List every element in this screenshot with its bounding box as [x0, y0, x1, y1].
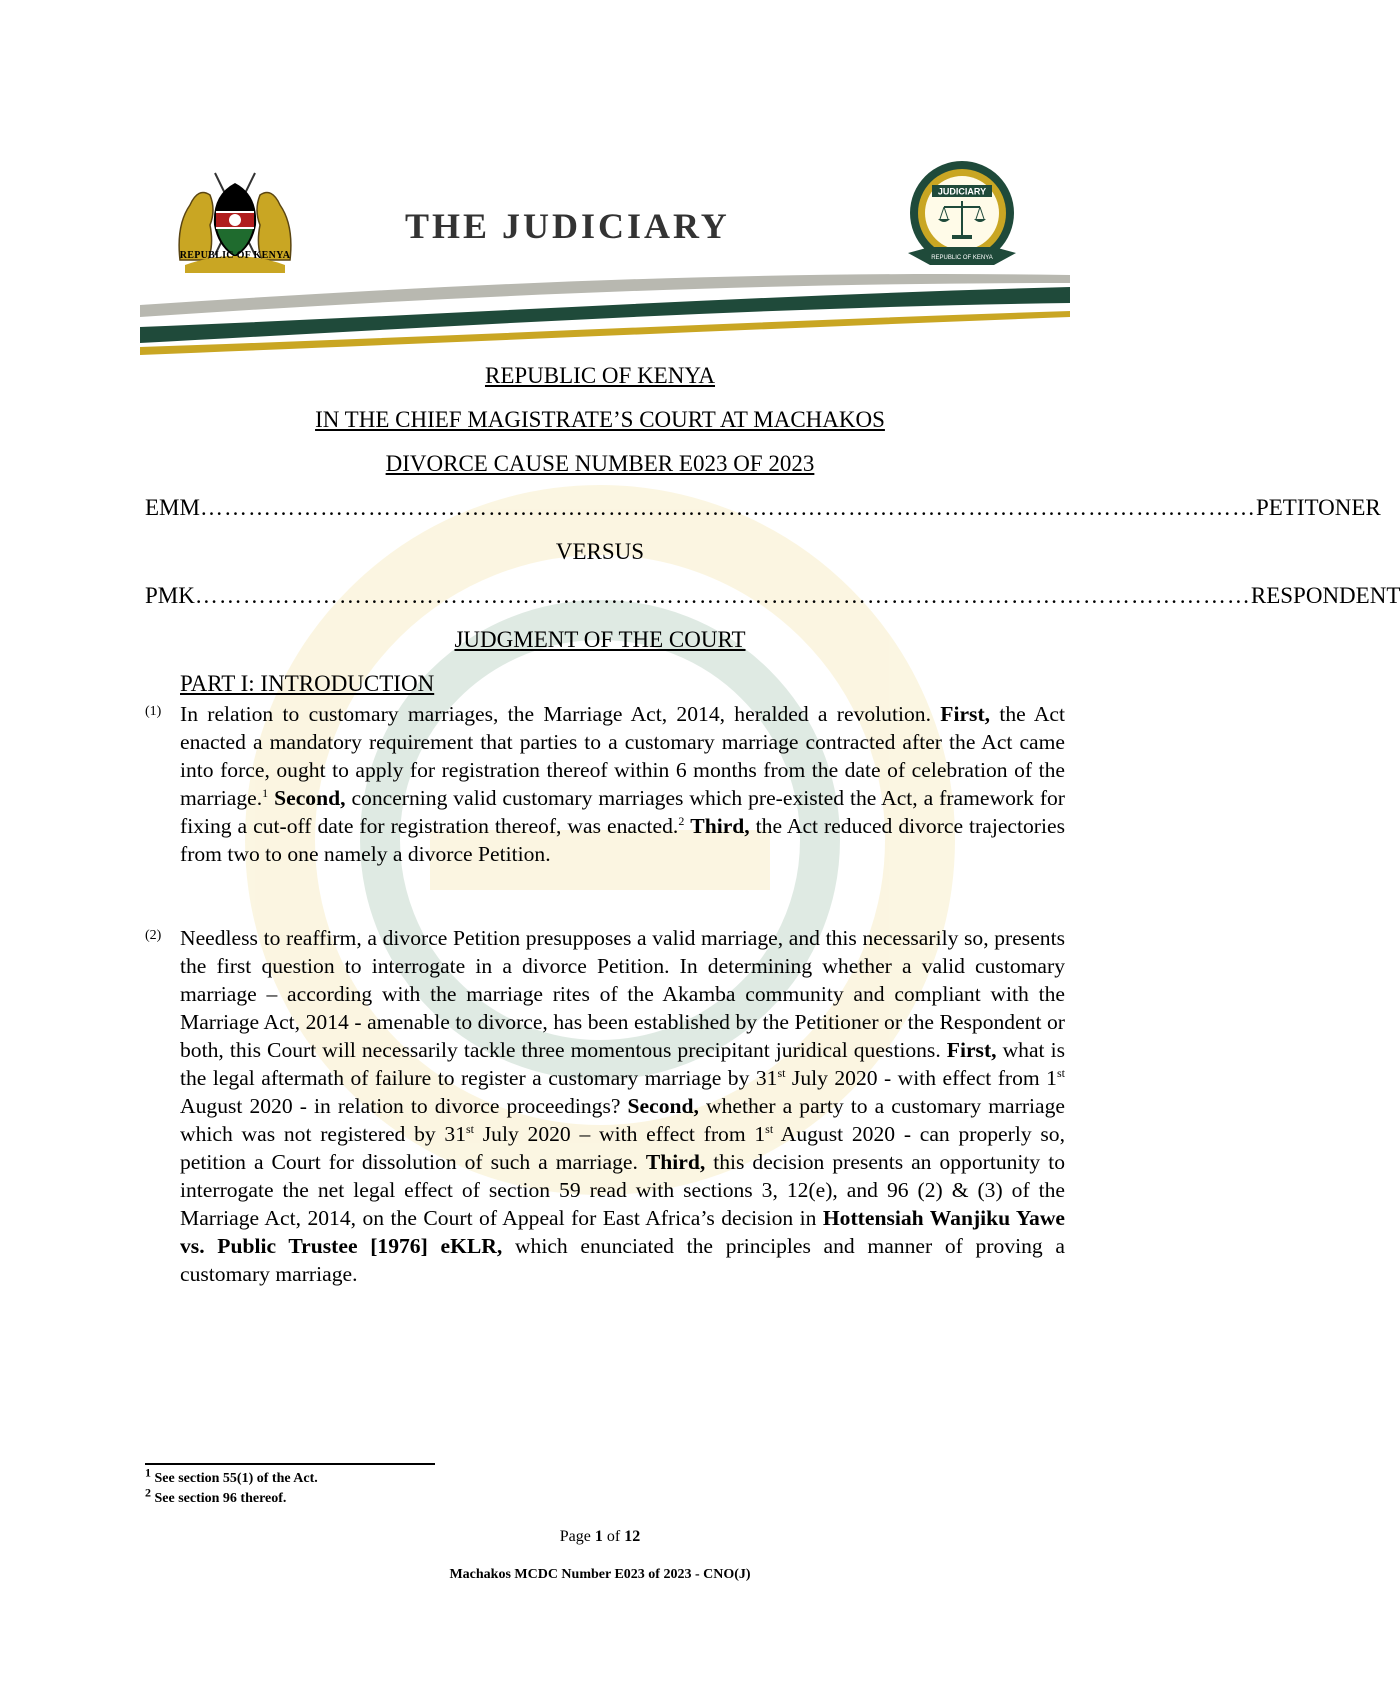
judiciary-seal-icon [900, 155, 1025, 280]
caption-republic: REPUBLIC OF KENYA [484, 363, 716, 388]
petitioner-line [145, 495, 1381, 521]
respondent-line [145, 583, 1400, 609]
footnote-1 [145, 1465, 318, 1487]
footnote-text: See section 96 thereof. [154, 1491, 287, 1506]
versus-label: VERSUS [555, 539, 645, 564]
text-run: this decision presents an opportunity to interrogate the net legal effect of section 59 read with sections 3, 12(e), and 96 (2) & (3) of the Marriage Act, 2014, on the Court of Appeal for East Africa’s decision in [180, 1150, 1065, 1230]
footnote-text: See section 55(1) of the Act. [154, 1471, 318, 1486]
paragraph-1 [145, 700, 1065, 868]
seal-caption: REPUBLIC OF KENYA [931, 255, 993, 261]
paragraph-text [180, 700, 1065, 868]
text-run: July 2020 – with effect from 1 [474, 1122, 766, 1146]
letterhead-title: THE JUDICIARY [405, 206, 730, 246]
page-total: 12 [624, 1528, 641, 1545]
page-current: 1 [594, 1528, 603, 1545]
text-run: what is the legal aftermath of failure to register a customary marriage by 31 [180, 1038, 1065, 1090]
page-of: of [606, 1528, 621, 1545]
text-run: August 2020 - in relation to divorce proceedings? [180, 1094, 628, 1118]
text-run: concerning valid customary marriages which pre-existed the Act, a framework for fixing a cut-off date for registration thereof, was enacted. [180, 786, 1065, 838]
dot-leader: …………………………………………………………………………………………………………………… [194, 583, 1251, 608]
respondent-role: RESPONDENT [1250, 583, 1400, 608]
text-run: Needless to reaffirm, a divorce Petition presupposes a valid marriage, and this necessarily so, presents the first question to interrogate in a divorce Petition. In determining whether a valid customary marriage – according with the marriage rites of the Akamba community and compliant with the Marriage Act, 2014 - amenable to divorce, has been established by the Petitioner or the Respondent or both, this Court will necessarily tackle three momentous precipitant juridical questions. [180, 926, 1065, 1062]
bold-text: First, [940, 702, 991, 726]
footnote-marker: 1 [145, 1465, 151, 1480]
text-run: July 2020 - with effect from 1 [785, 1066, 1057, 1090]
superscript: 1 [262, 785, 269, 800]
petitioner-name: EMM [145, 495, 200, 520]
footnote-2 [145, 1485, 287, 1507]
bold-text: Hottensiah Wanjiku Yawe vs. Public Trustee [1976] eKLR, [180, 1206, 1065, 1258]
paragraph-number: (2) [145, 928, 162, 943]
coat-of-arms-icon [170, 160, 300, 280]
paragraph-number: (1) [145, 704, 162, 719]
bold-text: Third, [690, 814, 750, 838]
superscript: st [777, 1065, 786, 1080]
paragraph-text [180, 924, 1065, 1288]
petitioner-role: PETITONER [1255, 495, 1381, 520]
text-run: which enunciated the principles and manner of proving a customary marriage. [180, 1234, 1065, 1286]
superscript: st [765, 1121, 774, 1136]
superscript: st [1056, 1065, 1065, 1080]
caption-court: IN THE CHIEF MAGISTRATE’S COURT AT MACHAKOS [315, 407, 885, 432]
bold-text: First, [946, 1038, 997, 1062]
bold-text: Third, [645, 1150, 706, 1174]
footer-citation: Machakos MCDC Number E023 of 2023 - CNO(J) [449, 1567, 751, 1582]
text-run: the Act enacted a mandatory requirement that parties to a customary marriage contracted after the Act came into force, ought to apply for registration thereof within 6 months from the date of celebration of the marriage. [180, 702, 1065, 810]
superscript: st [466, 1121, 475, 1136]
coat-of-arms-caption: REPUBLIC OF KENYA [179, 250, 291, 261]
text-run: August 2020 - can properly so, petition a Court for dissolution of such a marriage. [180, 1122, 1065, 1174]
letterhead-stripes [140, 275, 1070, 360]
paragraph-2 [145, 924, 1065, 1288]
letterhead [140, 150, 1070, 360]
page-number [0, 1528, 1200, 1546]
bold-text: Second, [627, 1094, 699, 1118]
caption-case-number: DIVORCE CAUSE NUMBER E023 OF 2023 [385, 451, 815, 476]
page-label: Page [559, 1528, 591, 1545]
superscript: 2 [678, 813, 685, 828]
bold-text: Second, [274, 786, 346, 810]
dot-leader: …………………………………………………………………………………………………………………… [199, 495, 1256, 520]
seal-text: JUDICIARY [937, 186, 987, 197]
text-run: the Act reduced divorce trajectories from two to one namely a divorce Petition. [180, 814, 1065, 866]
footnote-divider [145, 1463, 435, 1465]
text-run: whether a party to a customary marriage which was not registered by 31 [180, 1094, 1065, 1146]
part-heading: PART I: INTRODUCTION [180, 671, 435, 696]
text-run: In relation to customary marriages, the Marriage Act, 2014, heralded a revolution. [180, 702, 941, 726]
footnote-marker: 2 [145, 1485, 151, 1500]
judgment-title: JUDGMENT OF THE COURT [454, 627, 746, 652]
respondent-name: PMK [145, 583, 195, 608]
